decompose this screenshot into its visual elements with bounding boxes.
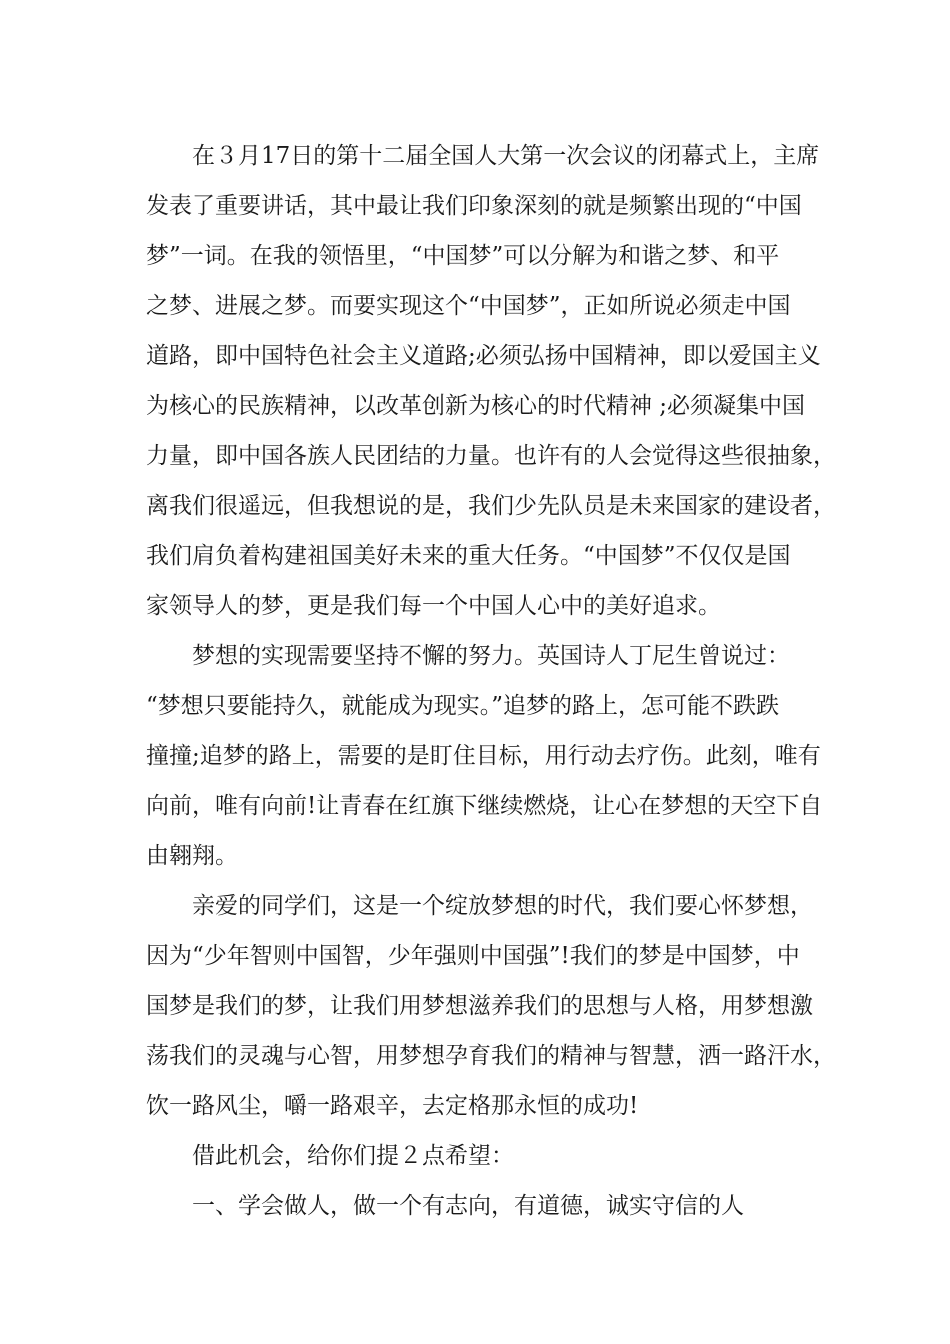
paragraph-dream-effort (146, 631, 836, 881)
paragraph-national-congress (146, 131, 836, 631)
document-body (146, 131, 836, 1231)
text-line: 为核心的民族精神，以改革创新为核心的时代精神 ;必须凝集中国 (146, 393, 806, 419)
paragraph-dear-students (146, 881, 836, 1131)
text-line: 我们肩负着构建祖国美好未来的重大任务。“中国梦”不仅仅是国 (146, 543, 791, 569)
text-line: 国梦是我们的梦，让我们用梦想滋养我们的思想与人格，用梦想激 (146, 993, 813, 1019)
text-line: 在３月17日的第十二届全国人大第一次会议的闭幕式上，主席 (192, 143, 820, 169)
text-line: 亲爱的同学们，这是一个绽放梦想的时代，我们要心怀梦想， (192, 893, 813, 919)
text-line: 力量，即中国各族人民团结的力量。也许有的人会觉得这些很抽象， (146, 443, 836, 469)
text-line: 离我们很遥远，但我想说的是，我们少先队员是未来国家的建设者， (146, 493, 836, 519)
text-line: 梦”一词。在我的领悟里，“中国梦”可以分解为和谐之梦、和平 (146, 243, 780, 269)
text-line: 撞撞;追梦的路上，需要的是盯住目标，用行动去疗伤。此刻，唯有 (146, 743, 821, 769)
text-line: 向前，唯有向前!让青春在红旗下继续燃烧，让心在梦想的天空下自 (146, 793, 823, 819)
text-line: 饮一路风尘，嚼一路艰辛，去定格那永恒的成功! (146, 1093, 639, 1119)
paragraph-hopes-intro (146, 1131, 836, 1181)
text-line: 借此机会，给你们提２点希望： (192, 1143, 514, 1169)
text-line: 一、学会做人，做一个有志向，有道德，诚实守信的人 (192, 1193, 744, 1219)
text-line: 荡我们的灵魂与心智，用梦想孕育我们的精神与智慧，洒一路汗水， (146, 1043, 836, 1069)
text-line: 之梦、进展之梦。而要实现这个“中国梦”，正如所说必须走中国 (146, 293, 791, 319)
text-line: 由翱翔。 (146, 843, 238, 869)
text-line: 梦想的实现需要坚持不懈的努力。英国诗人丁尼生曾说过： (192, 643, 790, 669)
paragraph-hope-one (146, 1181, 836, 1231)
text-line: 家领导人的梦，更是我们每一个中国人心中的美好追求。 (146, 593, 721, 619)
text-line: 因为“少年智则中国智，少年强则中国强”!我们的梦是中国梦，中 (146, 943, 800, 969)
text-line: 发表了重要讲话，其中最让我们印象深刻的就是频繁出现的“中国 (146, 193, 802, 219)
text-line: “梦想只要能持久，就能成为现实。”追梦的路上，怎可能不跌跌 (146, 693, 780, 719)
text-line: 道路，即中国特色社会主义道路;必须弘扬中国精神，即以爱国主义 (146, 343, 821, 369)
